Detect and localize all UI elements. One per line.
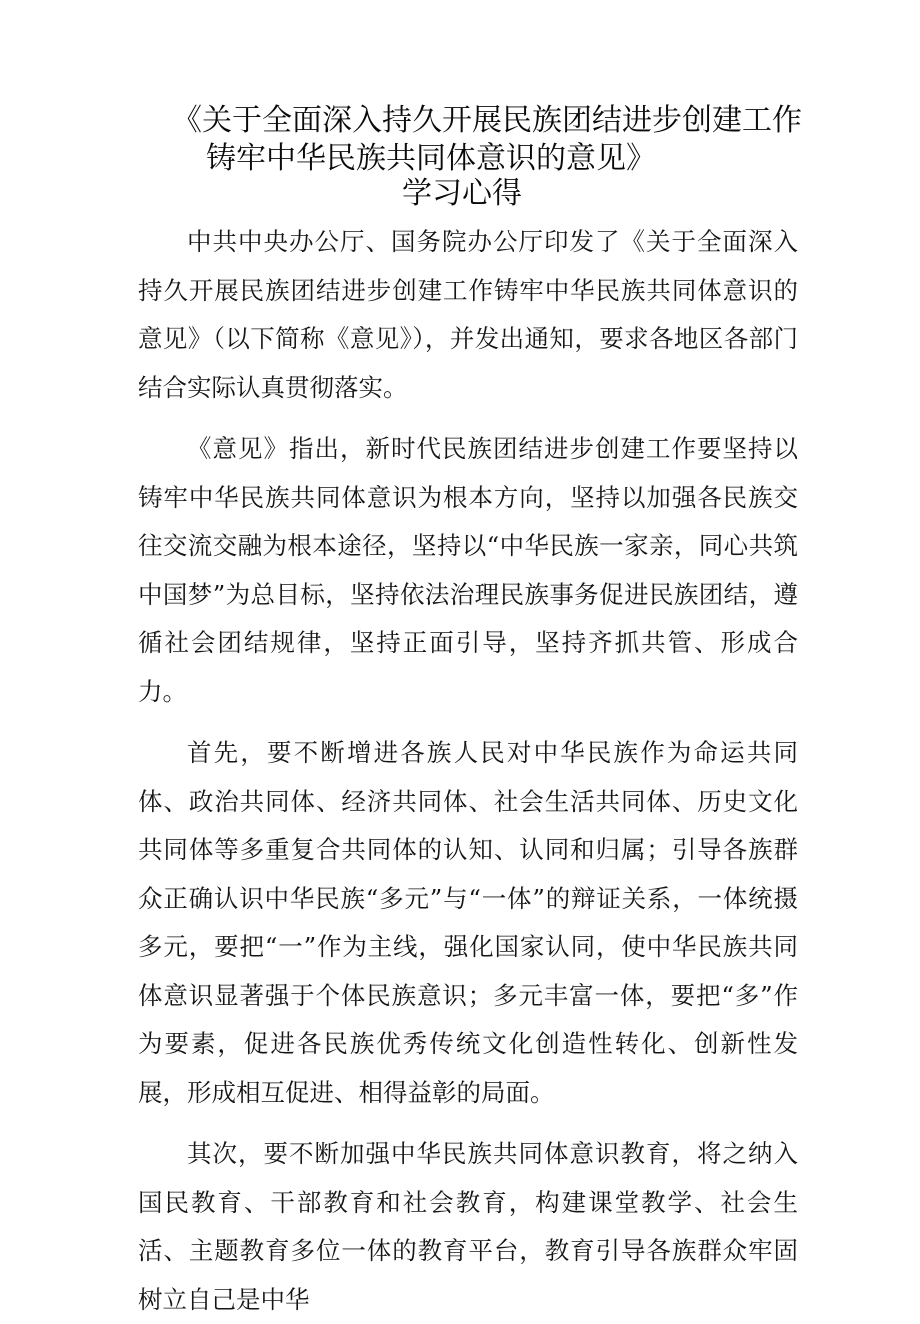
document-body <box>138 218 798 1324</box>
paragraph-4: 其次，要不断加强中华民族共同体意识教育，将之纳入国民教育、干部教育和社会教育，构建课堂教学、社会生活、主题教育多位一体的教育平台，教育引导各族群众牢固树立自己是中华 <box>138 1139 798 1314</box>
paragraph-3: 首先，要不断增进各族人民对中华民族作为命运共同体、政治共同体、经济共同体、社会生活共同体、历史文化共同体等多重复合共同体的认知、认同和归属；引导各族群众正确认识中华民族“多元”与“一体”的辩证关系，一体统摄多元，要把“一”作为主线，强化国家认同，使中华民族共同体意识显著强于个体民族意识；多元丰富一体，要把“多”作为要素，促进各民族优秀传统文化创造性转化、创新性发展，形成相互促进、相得益彰的局面。 <box>138 738 798 1107</box>
document-subtitle: 学习心得 <box>402 176 522 211</box>
document-title-line-2: 铸牢中华民族共同体意识的意见》 <box>206 141 656 176</box>
document-title-line-1: 《关于全面深入持久开展民族团结进步创建工作 <box>172 103 802 138</box>
paragraph-1: 中共中央办公厅、国务院办公厅印发了《关于全面深入持久开展民族团结进步创建工作铸牢中华民族共同体意识的意见》（以下简称《意见》），并发出通知，要求各地区各部门结合实际认真贯彻落实。 <box>138 227 798 402</box>
paragraph-2: 《意见》指出，新时代民族团结进步创建工作要坚持以铸牢中华民族共同体意识为根本方向，坚持以加强各民族交往交流交融为根本途径，坚持以“中华民族一家亲，同心共筑中国梦”为总目标，坚持依法治理民族事务促进民族团结，遵循社会团结规律，坚持正面引导，坚持齐抓共管、形成合力。 <box>138 434 798 706</box>
